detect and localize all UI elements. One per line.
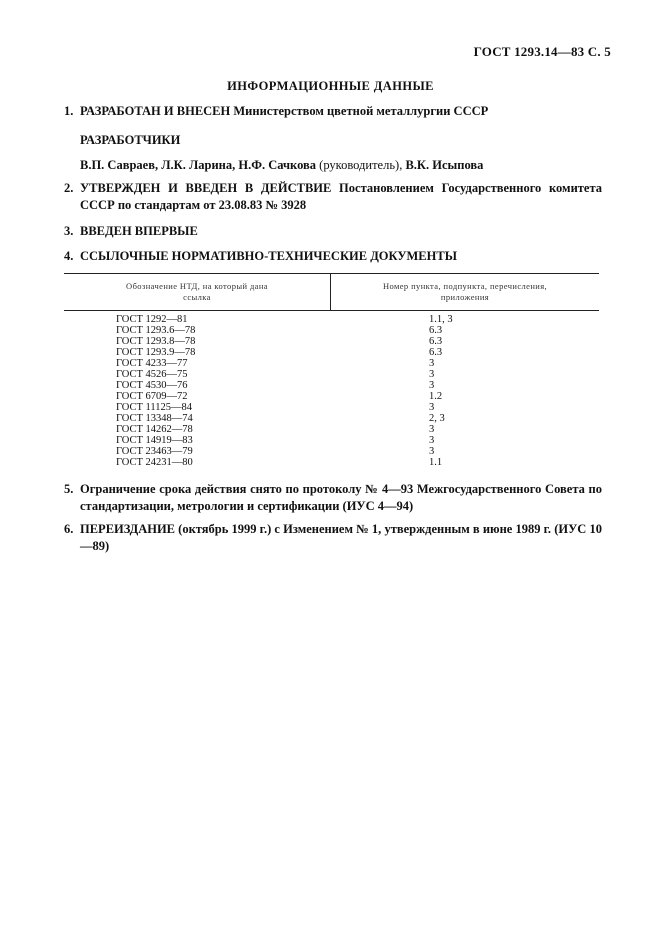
table-row — [64, 402, 599, 413]
column-header-clause: Номер пункта, подпункта, перечисления, приложения — [382, 281, 548, 302]
clause-cell: 3 — [429, 424, 435, 435]
document-cell: ГОСТ 4233—77 — [116, 358, 188, 369]
document-cell: ГОСТ 14919—83 — [116, 435, 193, 446]
table-row — [64, 325, 599, 336]
section-4 — [64, 248, 602, 265]
table-row — [64, 424, 599, 435]
table-row — [64, 457, 599, 468]
section-5 — [64, 481, 602, 515]
clause-cell: 3 — [429, 435, 435, 446]
section-text: ПЕРЕИЗДАНИЕ (октябрь 1999 г.) с Изменением № 1, утвержденным в июне 1989 г. (ИУС 10—89) — [80, 522, 602, 553]
reference-table — [64, 273, 599, 468]
section-number: 1. — [64, 104, 74, 118]
document-cell: ГОСТ 1293.6—78 — [116, 325, 196, 336]
clause-cell: 1.1 — [429, 457, 443, 468]
table-row — [64, 435, 599, 446]
clause-cell: 3 — [429, 369, 435, 380]
section-2 — [64, 180, 602, 214]
document-cell: ГОСТ 4530—76 — [116, 380, 188, 391]
table-row — [64, 336, 599, 347]
clause-cell: 6.3 — [429, 325, 443, 336]
section-number: 4. — [64, 249, 74, 263]
section-number: 6. — [64, 522, 74, 536]
section-text: УТВЕРЖДЕН И ВВЕДЕН В ДЕЙСТВИЕ Постановлением Государственного комитета СССР по стандартам от 23.08.83 № 3928 — [80, 181, 603, 212]
section-text: ВВЕДЕН ВПЕРВЫЕ — [80, 224, 198, 238]
document-cell: ГОСТ 14262—78 — [116, 424, 193, 435]
table-row — [64, 446, 599, 457]
table-row — [64, 380, 599, 391]
document-cell: ГОСТ 23463—79 — [116, 446, 193, 457]
document-cell: ГОСТ 6709—72 — [116, 391, 188, 402]
table-row — [64, 347, 599, 358]
document-cell: ГОСТ 1292—81 — [116, 314, 188, 325]
section-text: Ограничение срока действия снято по протоколу № 4—93 Межгосударственного Совета по стандартизации, метрологии и сертификации (ИУС 4—94) — [80, 482, 602, 513]
document-cell: ГОСТ 1293.8—78 — [116, 336, 196, 347]
section-6 — [64, 521, 602, 555]
section-text: ССЫЛОЧНЫЕ НОРМАТИВНО-ТЕХНИЧЕСКИЕ ДОКУМЕНТЫ — [80, 249, 457, 263]
document-cell: ГОСТ 4526—75 — [116, 369, 188, 380]
table-row — [64, 413, 599, 424]
clause-cell: 6.3 — [429, 336, 443, 347]
table-row — [64, 314, 599, 325]
clause-cell: 2, 3 — [429, 413, 445, 424]
developer-role: (руководитель), — [319, 158, 403, 172]
clause-cell: 1.1, 3 — [429, 314, 453, 325]
page-header: ГОСТ 1293.14—83 С. 5 — [473, 44, 611, 59]
section-3 — [64, 223, 602, 240]
document-cell: ГОСТ 24231—80 — [116, 457, 193, 468]
developers-heading: РАЗРАБОТЧИКИ — [80, 133, 181, 147]
clause-cell: 1.2 — [429, 391, 443, 402]
table-row — [64, 391, 599, 402]
document-title: ИНФОРМАЦИОННЫЕ ДАННЫЕ — [227, 79, 434, 93]
clause-cell: 3 — [429, 402, 435, 413]
table-body — [64, 311, 599, 468]
section-number: 5. — [64, 482, 74, 496]
section-number: 2. — [64, 181, 74, 195]
developers-names — [80, 158, 483, 173]
developer-names-a: В.П. Савраев, Л.К. Ларина, Н.Ф. Сачкова — [80, 158, 317, 172]
section-1 — [64, 103, 602, 120]
clause-cell: 3 — [429, 380, 435, 391]
document-cell: ГОСТ 13348—74 — [116, 413, 193, 424]
document-cell: ГОСТ 1293.9—78 — [116, 347, 196, 358]
table-row — [64, 369, 599, 380]
document-cell: ГОСТ 11125—84 — [116, 402, 193, 413]
section-number: 3. — [64, 224, 74, 238]
developer-names-b: В.К. Исыпова — [405, 158, 484, 172]
column-header-document: Обозначение НТД, на который дана ссылка — [64, 274, 331, 310]
clause-cell: 3 — [429, 358, 435, 369]
clause-cell: 6.3 — [429, 347, 443, 358]
clause-cell: 3 — [429, 446, 435, 457]
table-row — [64, 358, 599, 369]
section-text: РАЗРАБОТАН И ВНЕСЕН Министерством цветной металлургии СССР — [80, 104, 489, 118]
table-header — [64, 274, 599, 311]
